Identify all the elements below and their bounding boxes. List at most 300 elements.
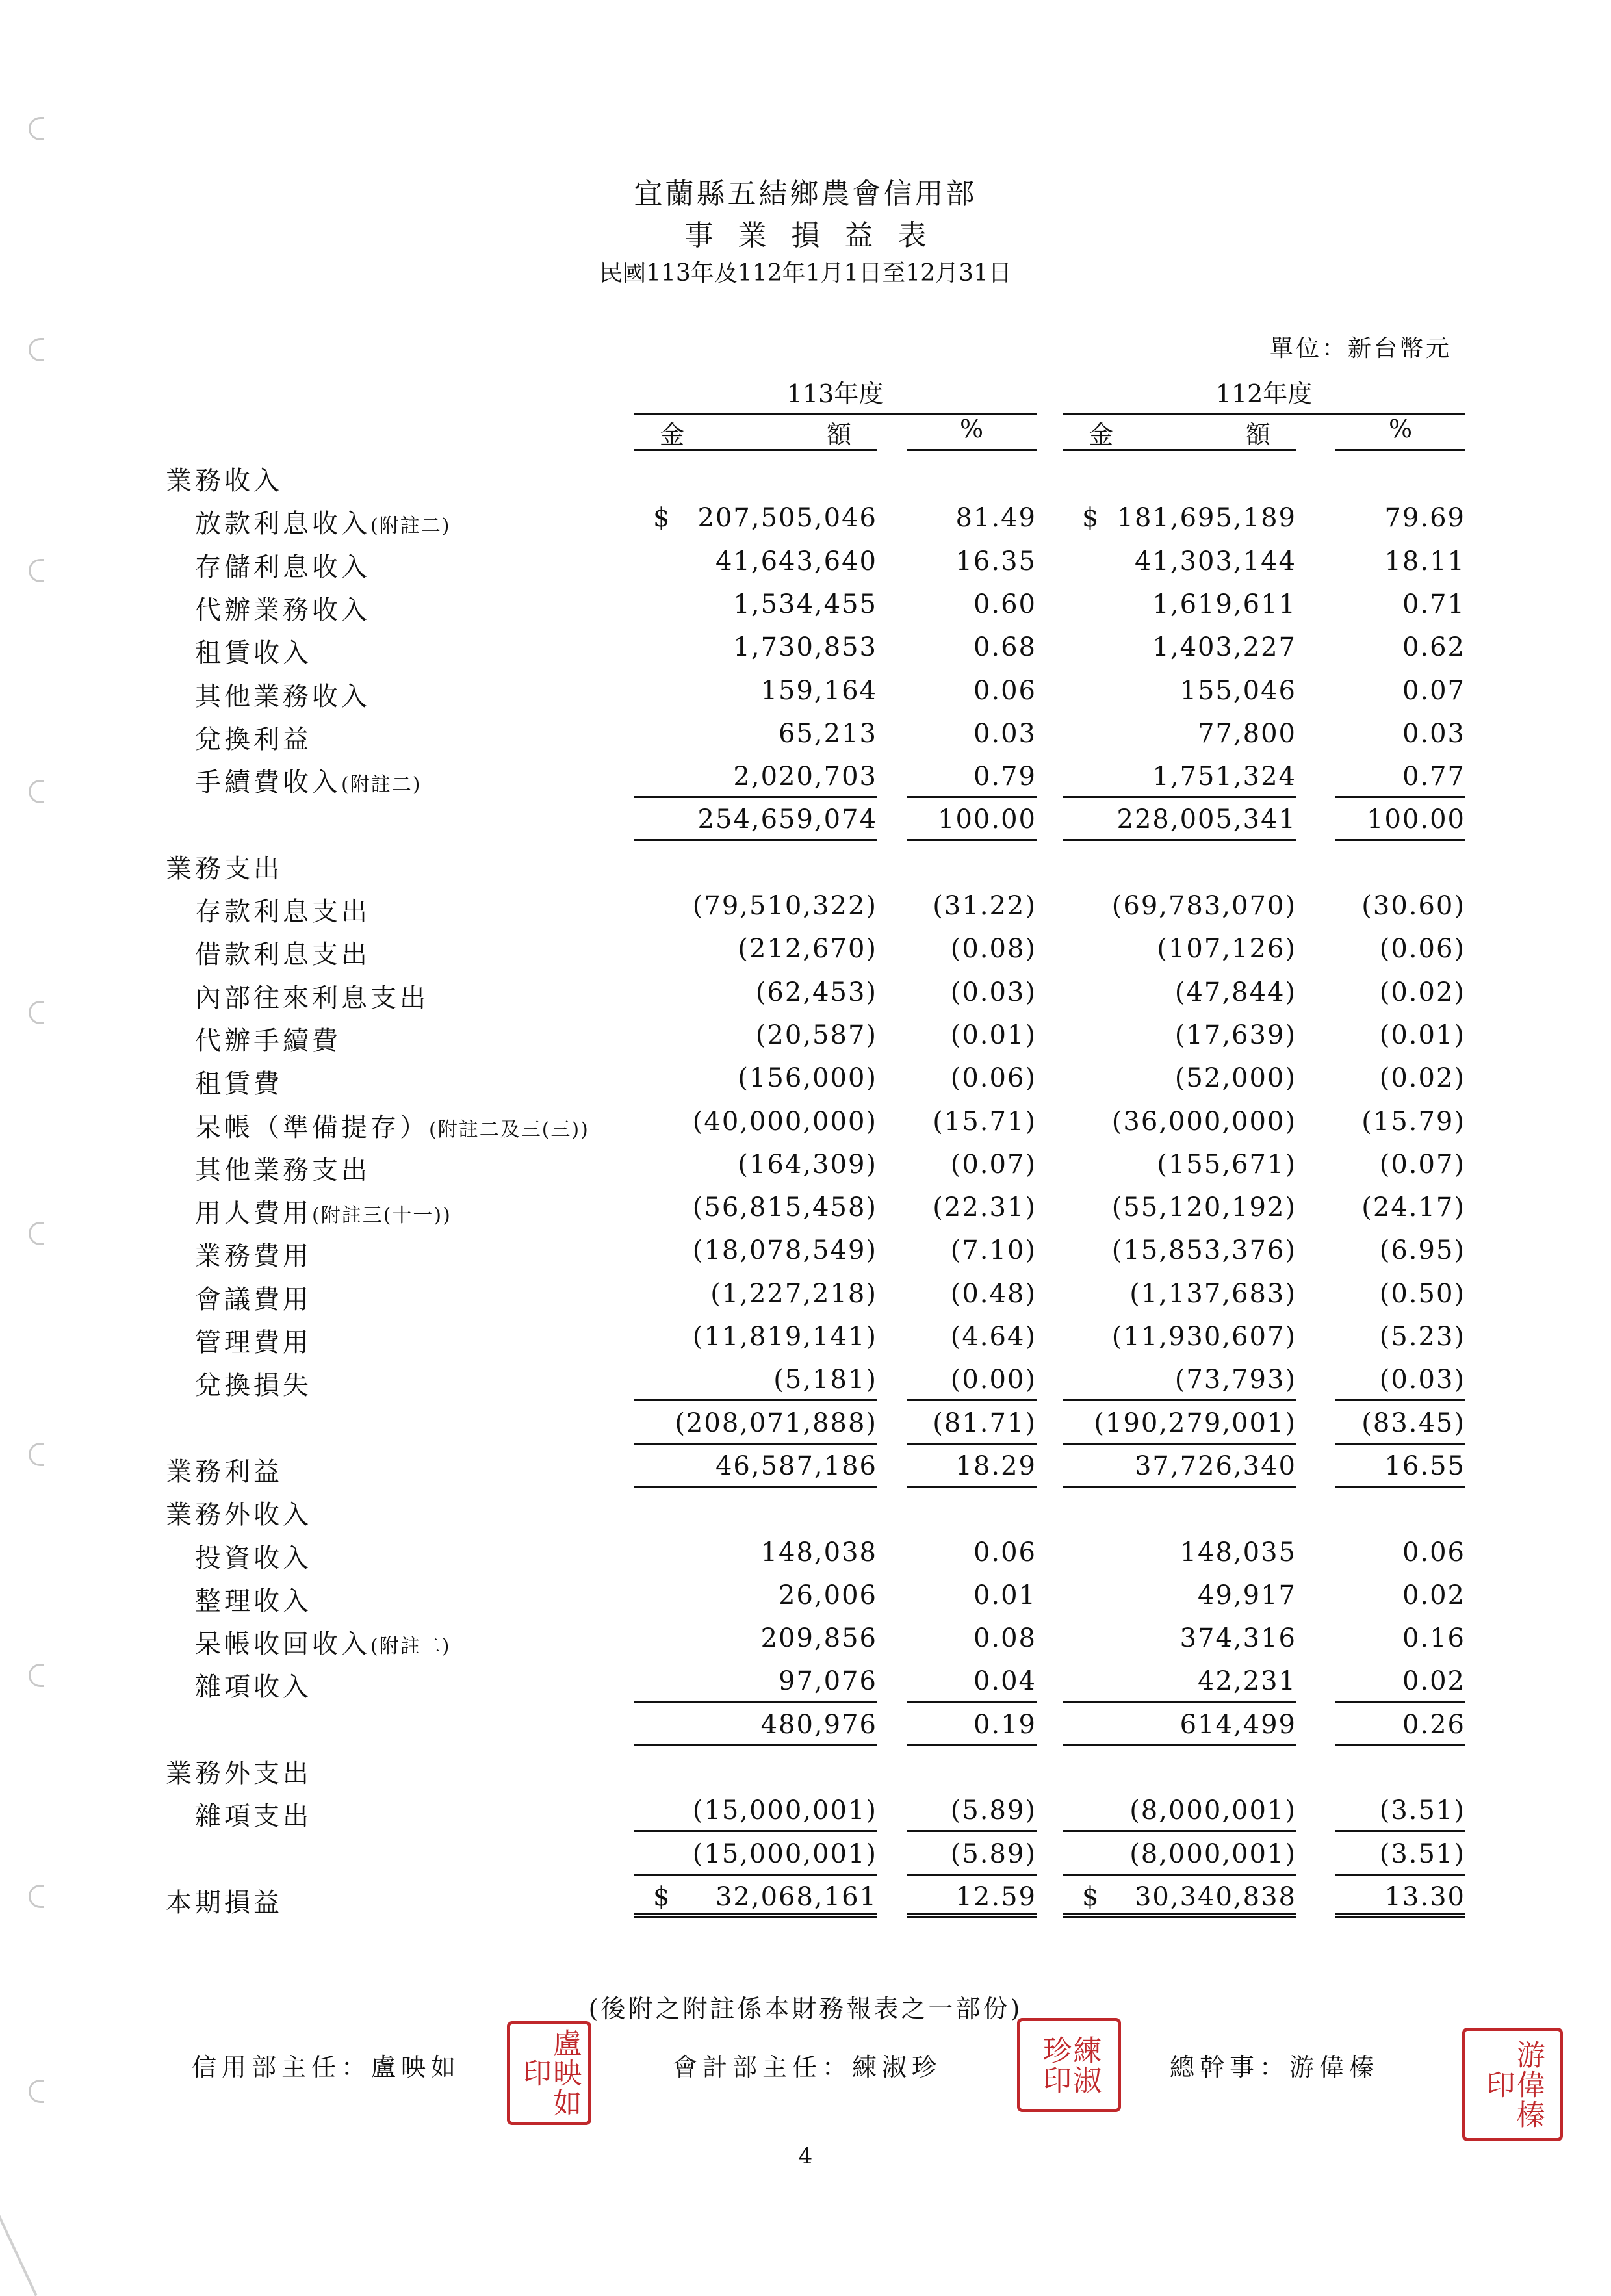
amount-113-cell [634,676,877,712]
percent-113-value: 16.35 [955,546,1037,576]
row-label [195,934,370,971]
percent-113-cell [907,1580,1037,1617]
amount-112-cell [1063,1279,1296,1315]
amount-112-value: 228,005,341 [1116,805,1296,835]
percent-113-value: (0.07) [950,1149,1037,1180]
page-number: 4 [798,2143,813,2169]
amount-header-left: 金 [1089,420,1114,449]
amount-112-cell [1063,1538,1296,1574]
amount-header-left: 金 [660,420,685,449]
table-row [0,1144,1611,1187]
amount-header-112 [1063,415,1296,451]
row-label-text: 存儲利息收入 [195,552,370,582]
percent-113-cell [907,1365,1037,1401]
percent-113-value: 0.06 [973,675,1037,706]
amount-113-cell [634,891,877,927]
amount-113-value: 1,534,455 [733,589,877,619]
percent-112-value: (0.01) [1379,1020,1465,1050]
row-label [195,1150,370,1187]
percent-113-value: (0.03) [950,977,1037,1007]
amount-112-cell [1063,1580,1296,1617]
row-label [166,1494,312,1531]
amount-113-cell [634,547,877,583]
amount-112-cell [1063,762,1296,798]
percent-112-value: (15.79) [1361,1106,1465,1137]
percent-113-value: 0.79 [973,762,1037,792]
table-row [0,1834,1611,1877]
percent-112-value: 16.55 [1384,1451,1465,1481]
percent-112-cell [1335,503,1465,539]
amount-112-value: (52,000) [1174,1063,1296,1094]
percent-112-cell [1335,632,1465,669]
percent-113-cell [907,762,1037,798]
amount-112-cell [1063,676,1296,712]
amount-112-value: (73,793) [1174,1365,1296,1395]
amount-113-cell [634,1322,877,1358]
row-label-note: (附註二) [370,1635,451,1658]
table-row [0,455,1611,498]
amount-112-value: (8,000,001) [1129,1796,1296,1826]
row-label-text: 業務費用 [195,1241,312,1272]
amount-112-value: (190,279,001) [1094,1408,1296,1438]
row-label [166,848,283,885]
percent-113-cell [907,1839,1037,1876]
amount-112-value: (47,844) [1174,977,1296,1007]
amount-113-cell [634,1451,877,1488]
amount-113-value: (11,819,141) [692,1322,877,1352]
amount-112-value: (11,930,607) [1111,1322,1296,1352]
percent-112-value: (3.51) [1379,1796,1465,1826]
amount-113-value: (40,000,000) [692,1106,877,1137]
percent-113-value: 0.01 [973,1580,1037,1610]
table-row [0,886,1611,929]
percent-112-cell [1335,547,1465,583]
amount-112-value: (8,000,001) [1129,1838,1296,1869]
table-row [0,1230,1611,1273]
amount-header-right: 額 [1245,420,1270,449]
amount-header-113 [634,415,877,451]
row-label-text: 業務利益 [166,1456,283,1487]
amount-113-value: 2,020,703 [733,762,877,792]
row-label [195,1365,312,1402]
dollar-sign: $ [1082,1881,1100,1912]
dollar-sign: $ [653,503,671,534]
table-row [0,1187,1611,1230]
amount-113-cell [634,1150,877,1186]
org-name: 宜蘭縣五結鄉農會信用部 [634,177,977,211]
row-label-note: (附註二) [370,515,451,538]
amount-113-value: 41,643,640 [715,546,877,576]
percent-112-cell [1335,1623,1465,1660]
amount-113-value: (56,815,458) [692,1193,877,1223]
table-row [0,972,1611,1015]
percent-112-cell [1335,1796,1465,1832]
row-label-text: 整理收入 [195,1586,312,1616]
percent-112-value: (0.50) [1379,1278,1465,1309]
row-label [195,1666,312,1703]
percent-112-value: 0.03 [1402,718,1465,749]
percent-113-value: (22.31) [933,1193,1037,1223]
table-row [0,671,1611,714]
amount-113-cell [634,1063,877,1100]
percent-113-value: 0.68 [973,632,1037,663]
percent-113-value: 0.03 [973,718,1037,749]
dollar-sign: $ [1082,503,1100,534]
row-label [195,632,312,669]
percent-112-cell [1335,1408,1465,1445]
percent-112-cell [1335,891,1465,927]
amount-113-cell [634,503,877,539]
amount-112-value: 37,726,340 [1134,1451,1296,1481]
percent-112-value: (30.60) [1361,891,1465,921]
percent-header-113 [907,415,1037,451]
percent-113-cell [907,805,1037,841]
row-label [195,719,312,756]
percent-112-value: 0.06 [1402,1537,1465,1567]
amount-113-value: (164,309) [738,1149,877,1180]
amount-112-value: 374,316 [1179,1623,1296,1654]
amount-113-cell [634,1666,877,1703]
row-label [195,676,370,713]
row-label-text: 管理費用 [195,1328,312,1358]
amount-113-value: (18,078,549) [692,1235,877,1266]
row-label [195,891,370,928]
table-row [0,498,1611,541]
row-label [195,1107,589,1144]
row-label [195,1580,312,1618]
percent-113-value: 0.08 [973,1623,1037,1654]
amount-113-value: 159,164 [760,675,877,706]
scan-artifact-line [0,2201,38,2296]
percent-113-value: (0.48) [950,1278,1037,1309]
percent-112-cell [1335,1451,1465,1488]
amount-113-value: (212,670) [738,934,877,964]
percent-112-value: (0.06) [1379,934,1465,964]
percent-112-value: 0.02 [1402,1580,1465,1610]
row-label-text: 內部往來利息支出 [195,983,429,1013]
percent-113-value: 12.59 [955,1881,1037,1912]
amount-113-value: 480,976 [760,1709,877,1740]
amount-113-value: (15,000,001) [692,1796,877,1826]
percent-112-value: (6.95) [1379,1235,1465,1266]
amount-112-cell [1063,1020,1296,1057]
amount-112-cell [1063,1235,1296,1272]
percent-112-value: (0.03) [1379,1365,1465,1395]
percent-113-value: 81.49 [955,503,1037,534]
binder-hole [29,338,44,361]
amount-113-value: 1,730,853 [733,632,877,663]
percent-113-value: (0.00) [950,1365,1037,1395]
row-label-text: 本期損益 [166,1887,283,1918]
percent-113-cell [907,589,1037,626]
amount-113-value: 26,006 [779,1580,877,1610]
percent-112-cell [1335,977,1465,1014]
percent-112-cell [1335,676,1465,712]
percent-113-value: 0.06 [973,1537,1037,1567]
amount-112-value: 49,917 [1198,1580,1296,1610]
amount-112-cell [1063,719,1296,755]
amount-113-value: (5,181) [773,1365,877,1395]
percent-113-value: (5.89) [950,1796,1037,1826]
table-row [0,584,1611,627]
row-label [195,503,450,540]
amount-112-value: (107,126) [1157,934,1296,964]
percent-113-value: 18.29 [955,1451,1037,1481]
amount-112-value: 1,403,227 [1152,632,1296,663]
amount-112-cell [1063,1408,1296,1445]
row-label-note: (附註三(十一)) [312,1204,452,1228]
percent-113-cell [907,934,1037,970]
table-row [0,714,1611,756]
row-label [195,762,421,799]
table-row [0,1532,1611,1575]
row-label [195,1193,452,1230]
percent-113-cell [907,891,1037,927]
row-label-text: 代辦業務收入 [195,595,370,625]
table-row [0,1317,1611,1360]
row-label [166,460,283,497]
row-label-text: 兌換利益 [195,724,312,755]
percent-113-cell [907,1020,1037,1057]
percent-112-cell [1335,1020,1465,1057]
amount-113-cell [634,1623,877,1660]
percent-113-value: (5.89) [950,1838,1037,1869]
amount-113-value: 32,068,161 [715,1881,877,1912]
amount-112-cell [1063,1322,1296,1358]
row-label [195,1322,312,1359]
percent-112-cell [1335,1107,1465,1143]
percent-112-cell [1335,1538,1465,1574]
row-label [195,1020,341,1057]
percent-112-value: 0.71 [1402,589,1465,619]
amount-112-value: (55,120,192) [1111,1193,1296,1223]
table-row [0,1748,1611,1790]
percent-113-value: (0.06) [950,1063,1037,1094]
amount-112-value: 1,751,324 [1152,762,1296,792]
year-header-112: 112年度 [1063,374,1465,415]
percent-113-value: (0.01) [950,1020,1037,1050]
amount-112-value: (155,671) [1157,1149,1296,1180]
percent-113-cell [907,1408,1037,1445]
amount-112-value: 181,695,189 [1116,503,1296,534]
amount-113-cell [634,1279,877,1315]
amount-113-cell [634,805,877,841]
percent-113-value: 0.60 [973,589,1037,619]
row-label-text: 存款利息支出 [195,897,370,927]
row-label [166,1753,312,1790]
amount-112-cell [1063,805,1296,841]
percent-112-value: (0.07) [1379,1149,1465,1180]
amount-112-cell [1063,632,1296,669]
amount-113-cell [634,589,877,626]
amount-113-cell [634,762,877,798]
amount-113-value: 207,505,046 [697,503,877,534]
percent-112-cell [1335,589,1465,626]
amount-112-value: 41,303,144 [1134,546,1296,576]
amount-112-cell [1063,934,1296,970]
percent-113-cell [907,503,1037,539]
amount-113-cell [634,632,877,669]
percent-header-112 [1335,415,1465,451]
binder-hole [29,117,44,140]
amount-112-value: 155,046 [1179,675,1296,706]
amount-113-cell [634,977,877,1014]
row-label [195,1063,283,1100]
amount-113-value: 46,587,186 [715,1451,877,1481]
row-label-text: 用人費用 [195,1198,312,1229]
percent-113-cell [907,1150,1037,1186]
amount-113-cell [634,1882,877,1918]
amount-112-cell [1063,1150,1296,1186]
percent-113-cell [907,1796,1037,1832]
amount-113-cell [634,934,877,970]
amount-112-cell [1063,1107,1296,1143]
amount-113-cell [634,1538,877,1574]
amount-113-cell [634,1796,877,1832]
table-row [0,756,1611,799]
amount-113-cell [634,1020,877,1057]
amount-113-value: 65,213 [779,718,877,749]
percent-113-cell [907,1451,1037,1488]
table-row [0,1618,1611,1661]
dollar-sign: $ [653,1881,671,1912]
percent-112-value: 0.77 [1402,762,1465,792]
row-label-note: (附註二) [341,773,422,797]
table-row [0,627,1611,670]
percent-113-value: 0.19 [973,1709,1037,1740]
currency-unit: 單位：新台幣元 [1269,335,1452,362]
row-label-text: 業務外支出 [166,1759,312,1788]
amount-112-value: 42,231 [1198,1666,1296,1697]
amount-113-cell [634,1839,877,1876]
seal-accounting-director: 練淑珍印 [1017,2018,1121,2112]
row-label-text: 放款利息收入 [195,509,370,539]
table-row [0,1489,1611,1532]
amount-113-value: (15,000,001) [692,1838,877,1869]
amount-113-value: 148,038 [760,1537,877,1567]
row-label [166,1882,283,1919]
amount-112-value: 77,800 [1198,718,1296,749]
amount-header-right: 額 [826,420,851,449]
amount-113-value: (156,000) [738,1063,877,1094]
percent-113-value: (15.71) [933,1106,1037,1137]
amount-112-value: (1,137,683) [1129,1278,1296,1309]
table-row [0,1877,1611,1920]
percent-113-value: (31.22) [933,891,1037,921]
percent-112-value: 0.16 [1402,1623,1465,1654]
row-label [195,1623,450,1660]
amount-112-cell [1063,1796,1296,1832]
amount-112-cell [1063,1365,1296,1401]
percent-113-cell [907,1710,1037,1746]
percent-113-cell [907,632,1037,669]
amount-112-value: 1,619,611 [1152,589,1296,619]
percent-113-cell [907,547,1037,583]
percent-113-cell [907,1235,1037,1272]
row-label [195,1538,312,1575]
percent-113-cell [907,1279,1037,1315]
percent-header: % [959,415,984,443]
amount-112-value: 148,035 [1179,1537,1296,1567]
amount-112-value: (17,639) [1174,1020,1296,1050]
amount-113-value: 254,659,074 [697,805,877,835]
table-row [0,1360,1611,1402]
amount-112-cell [1063,1882,1296,1918]
row-label-text: 其他業務收入 [195,681,370,712]
row-label-text: 借款利息支出 [195,940,370,970]
row-label-text: 租賃費 [195,1069,283,1100]
percent-112-cell [1335,1839,1465,1876]
seal-general-manager: 游偉榛印 [1462,2028,1563,2141]
table-row [0,1274,1611,1317]
row-label-text: 會議費用 [195,1284,312,1315]
percent-112-value: (5.23) [1379,1322,1465,1352]
amount-113-cell [634,1193,877,1229]
percent-113-cell [907,1193,1037,1229]
row-label-text: 租賃收入 [195,638,312,669]
amount-113-value: (20,587) [755,1020,877,1050]
percent-112-cell [1335,1882,1465,1918]
row-label [195,1796,312,1833]
amount-112-cell [1063,1451,1296,1488]
row-label-text: 雜項收入 [195,1672,312,1703]
percent-112-value: (3.51) [1379,1838,1465,1869]
table-row [0,1575,1611,1618]
amount-112-cell [1063,547,1296,583]
amount-112-cell [1063,503,1296,539]
table-row [0,1102,1611,1144]
table-row [0,1403,1611,1446]
table-row [0,1790,1611,1833]
row-label-text: 業務外收入 [166,1500,312,1530]
percent-112-value: (0.02) [1379,1063,1465,1094]
percent-112-value: 79.69 [1384,503,1465,534]
percent-113-value: (7.10) [950,1235,1037,1266]
amount-113-value: (79,510,322) [692,891,877,921]
percent-112-cell [1335,1150,1465,1186]
row-label-text: 雜項支出 [195,1801,312,1832]
percent-112-value: 13.30 [1384,1881,1465,1912]
amount-112-value: (15,853,376) [1111,1235,1296,1266]
percent-112-value: (0.02) [1379,977,1465,1007]
percent-113-cell [907,977,1037,1014]
table-row [0,1661,1611,1704]
percent-112-value: 100.00 [1367,805,1465,835]
amount-112-cell [1063,1839,1296,1876]
percent-112-cell [1335,719,1465,755]
amount-113-value: 209,856 [760,1623,877,1654]
percent-header: % [1388,415,1413,443]
percent-112-value: 0.07 [1402,675,1465,706]
amount-113-cell [634,1235,877,1272]
percent-112-cell [1335,934,1465,970]
percent-112-cell [1335,805,1465,841]
row-label [195,1235,312,1272]
table-row [0,799,1611,842]
table-row [0,1446,1611,1489]
row-label-text: 兌換損失 [195,1371,312,1401]
percent-113-value: (4.64) [950,1322,1037,1352]
table-row [0,1015,1611,1058]
percent-113-value: 0.04 [973,1666,1037,1697]
amount-112-cell [1063,1666,1296,1703]
percent-112-value: (83.45) [1361,1408,1465,1438]
amount-113-cell [634,1107,877,1143]
row-label [195,1279,312,1316]
percent-113-cell [907,1882,1037,1918]
amount-113-cell [634,719,877,755]
seal-credit-director: 盧映如印 [507,2021,591,2125]
